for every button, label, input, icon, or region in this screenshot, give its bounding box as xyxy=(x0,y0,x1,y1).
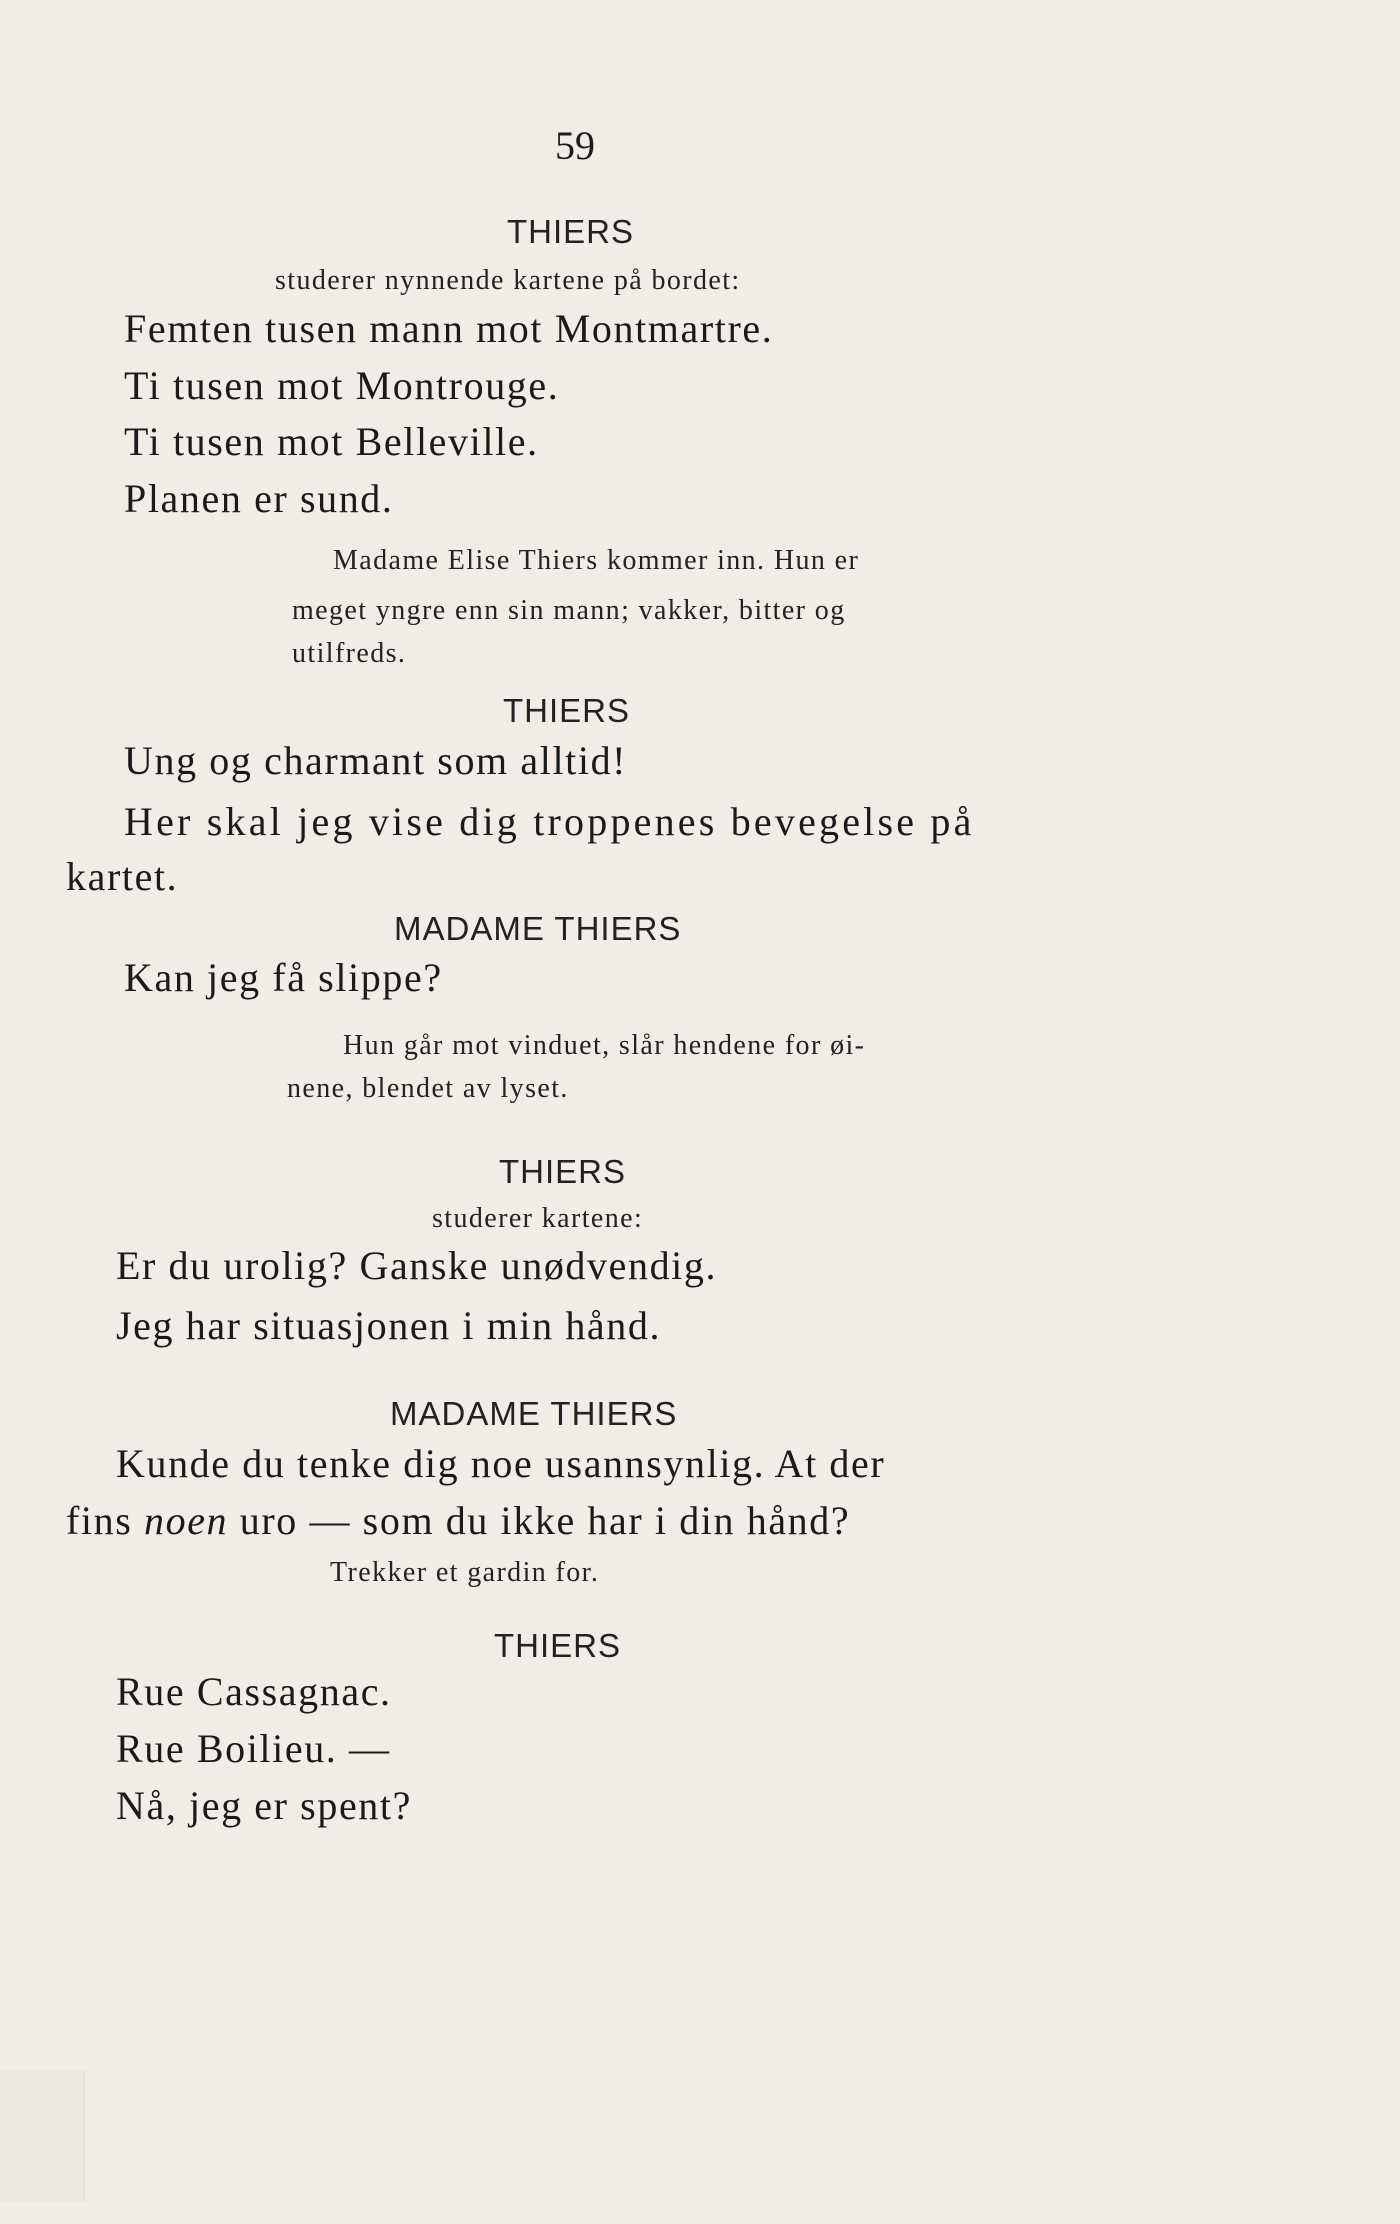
speaker-label: THIERS xyxy=(494,1627,622,1664)
page-edge-shadow xyxy=(0,2070,85,2202)
dialogue-line xyxy=(66,1497,850,1544)
dialogue-text: uro — som du ikke har i din hånd? xyxy=(228,1498,851,1543)
dialogue-line: Her skal jeg vise dig troppenes bevegelse på xyxy=(124,799,975,844)
speaker-label: MADAME THIERS xyxy=(390,1395,678,1432)
dialogue-line: Jeg har situasjonen i min hånd. xyxy=(116,1303,662,1348)
speaker-label: MADAME THIERS xyxy=(394,910,682,947)
speaker-label: THIERS xyxy=(507,213,635,250)
dialogue-line: Femten tusen mann mot Montmartre. xyxy=(124,306,774,351)
dialogue-line: Rue Cassagnac. xyxy=(116,1669,392,1714)
dialogue-line: Nå, jeg er spent? xyxy=(116,1783,412,1828)
dialogue-line: Ung og charmant som alltid! xyxy=(124,738,628,783)
dialogue-text: fins xyxy=(66,1498,144,1543)
dialogue-line: Er du urolig? Ganske unødvendig. xyxy=(116,1243,718,1288)
dialogue-line: Ti tusen mot Belleville. xyxy=(124,419,539,464)
stage-direction: meget yngre enn sin mann; vakker, bitter og xyxy=(292,595,846,626)
dialogue-line: Kan jeg få slippe? xyxy=(124,955,443,1000)
stage-direction: Trekker et gardin for. xyxy=(330,1557,600,1588)
speaker-label: THIERS xyxy=(499,1153,627,1190)
stage-direction: utilfreds. xyxy=(292,638,407,669)
stage-direction: Hun går mot vinduet, slår hendene for øi- xyxy=(343,1030,866,1061)
dialogue-line: kartet. xyxy=(66,854,179,899)
stage-direction: studerer kartene: xyxy=(432,1203,644,1234)
stage-direction: studerer nynnende kartene på bordet: xyxy=(275,265,741,296)
page-number: 59 xyxy=(555,123,595,168)
speaker-label: THIERS xyxy=(503,692,631,729)
dialogue-line: Kunde du tenke dig noe usannsynlig. At der xyxy=(116,1441,886,1486)
stage-direction: nene, blendet av lyset. xyxy=(287,1073,569,1104)
emphasized-word: noen xyxy=(144,1498,229,1543)
dialogue-line: Ti tusen mot Montrouge. xyxy=(124,363,560,408)
dialogue-line: Rue Boilieu. — xyxy=(116,1726,391,1771)
stage-direction: Madame Elise Thiers kommer inn. Hun er xyxy=(333,545,860,576)
dialogue-line: Planen er sund. xyxy=(124,476,394,521)
